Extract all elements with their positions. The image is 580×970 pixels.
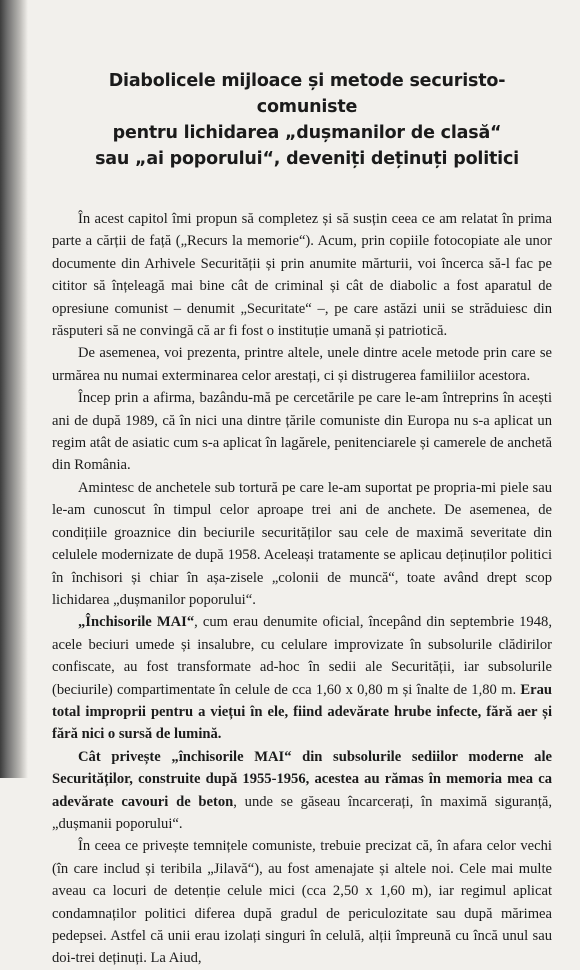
chapter-title-line-2: pentru lichidarea „dușmanilor de clasă“ — [112, 123, 502, 143]
paragraph-5-bold-lead: „Închisorile MAI“ — [78, 614, 195, 631]
document-page — [52, 68, 552, 970]
paragraph-5: „Închisorile MAI“, cum erau denumite oficial, începând din septembrie 1948, acele beciuri umede și insalubre, cu celulare improvizate în subsolurile clădirilor confiscate, au fost transformate ad-hoc în sedii ale Securității, iar subsolurile (beciurile) compartimentate în celule de cca 1,60 x 0,80 m și înalte de 1,80 m. Erau total improprii pentru a viețui în ele, fiind adevărate hrube infecte, fără aer și fără nici o sursă de lumină. — [52, 614, 552, 743]
paragraph-3: Încep prin a afirma, bazându-mă pe cercetările pe care le-am întreprins în acești ani de după 1989, că în nici una dintre țările comuniste din Europa nu s-a aplicat un regim atât de asiatic cum s-a aplicat în lagărele, penitenciarele și camerele de anchetă din România. — [52, 390, 552, 474]
chapter-title — [62, 68, 552, 172]
paragraph-6: Cât privește „închisorile MAI“ din subsolurile sediilor moderne ale Securităților, construite după 1955-1956, acestea au rămas în memoria mea ca adevărate cavouri de beton, unde se găseau încarcerați, în maximă siguranță, „dușmanii poporului“. — [52, 748, 552, 832]
paragraph-4: Amintesc de anchetele sub tortură pe care le-am suportat pe propria-mi piele sau le-am cunoscut în timpul celor aproape trei ani de anchete. De asemenea, de condițiile groaznice din beciurile securităților sau cele de maximă severitate din celulele modernizate de după 1958. Aceleași tratamente se aplicau deținuților politici în închisori și chiar în așa-zisele „colonii de muncă“, toate având drept scop lichidarea „dușmanilor poporului“. — [52, 479, 552, 608]
paragraph-2: De asemenea, voi prezenta, printre altele, unele dintre acele metode prin care se urmărea nu numai exterminarea celor arestați, ci și distrugerea familiilor acestora. — [52, 345, 552, 384]
paragraph-6-bold-lead: Cât privește „închisorile MAI“ din subsolurile sediilor moderne ale Securităților, construite după 1955-1956, acestea au rămas în memoria mea ca adevărate cavouri de beton — [52, 748, 552, 810]
chapter-title-line-3: sau „ai poporului“, deveniți deținuți politici — [95, 149, 519, 169]
page-binding-shadow — [0, 0, 28, 778]
paragraph-1: În acest capitol îmi propun să completez și să susțin ceea ce am relatat în prima parte a cărții de față („Recurs la memorie“). Acum, prin copiile fotocopiate ale unor documente din Arhivele Securității și prin anumite mărturii, voi încerca să-l fac pe cititor să înțeleagă mai bine cât de criminal și cât de diabolic a fost aparatul de opresiune comunist – denumit „Securitate“ –, pe care astăzi unii se străduiesc din răsputeri să ne convingă că ar fi fost o instituție umană și patriotică. — [52, 211, 552, 340]
chapter-title-line-1: Diabolicele mijloace și metode securisto-comuniste — [108, 71, 506, 117]
paragraph-7: În ceea ce privește temnițele comuniste, trebuie precizat că, în afara celor vechi (în care includ și teribila „Jilavă“), au fost amenajate și altele noi. Cele mai multe aveau ca locuri de detenție celule mici (cca 2,50 x 1,60 m), iar regimul aplicat condamnaților politici diferea după gradul de periculozitate sau după mărimea pedepsei. Astfel că unii erau izolați singuri în celulă, alții împreună cu încă unul sau doi-trei deținuți. La Aiud, — [52, 838, 552, 967]
paragraph-5-bold-tail: Erau total improprii pentru a viețui în ele, fiind adevărate hrube infecte, fără aer și fără nici o sursă de lumină. — [52, 681, 552, 743]
